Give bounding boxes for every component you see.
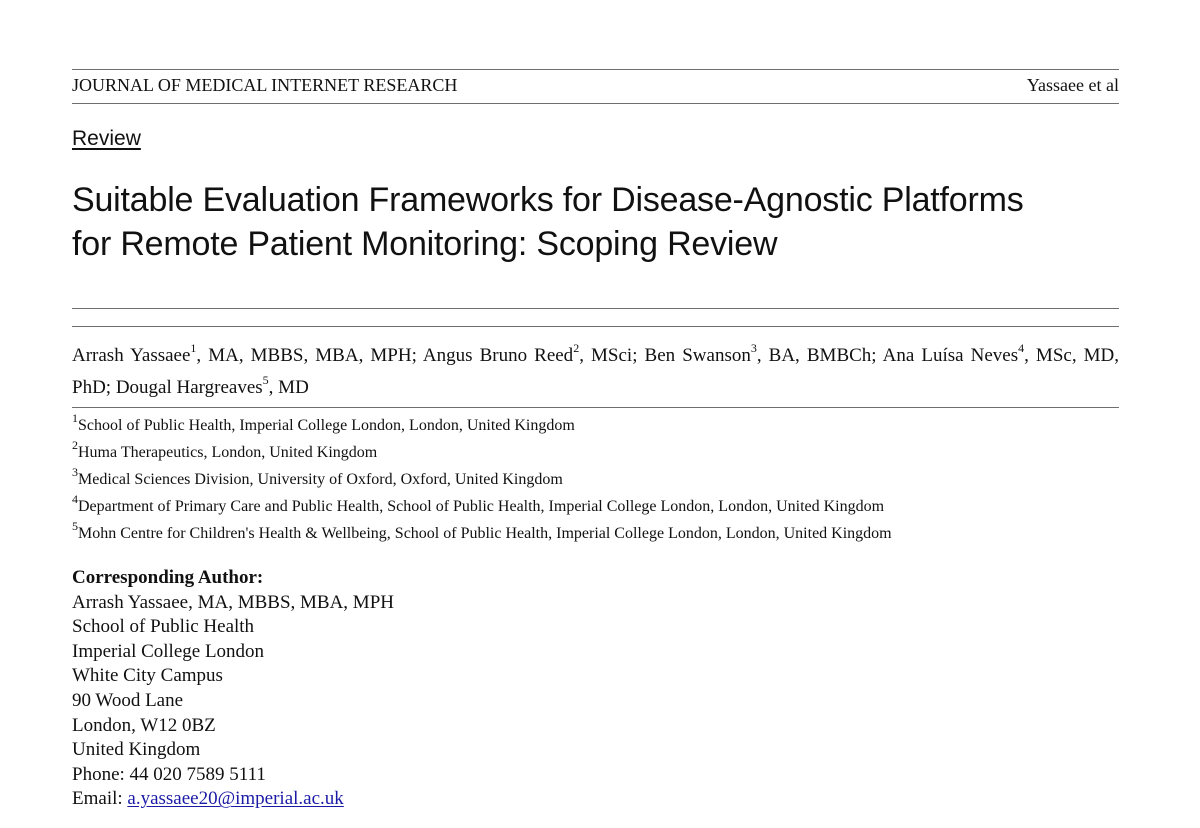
affiliation-item	[72, 520, 1119, 547]
affiliation-text: Mohn Centre for Children's Health & Wellbeing, School of Public Health, Imperial College London, London, United Kingdom	[78, 525, 892, 542]
affiliation-number: 3	[72, 464, 78, 479]
author-name: Angus Bruno Reed	[422, 345, 574, 366]
author-name: Dougal Hargreaves	[115, 377, 263, 398]
author-name: Ana Luísa Neves	[882, 345, 1019, 366]
corresponding-author-line: London, W12 0BZ	[72, 714, 216, 736]
author-degrees: , BA, BMBCh	[756, 345, 872, 366]
corresponding-author-line: School of Public Health	[72, 616, 255, 638]
journal-name: JOURNAL OF MEDICAL INTERNET RESEARCH	[72, 75, 458, 95]
author-affiliation-number: 2	[573, 340, 580, 355]
affiliation-text: Huma Therapeutics, London, United Kingdom	[78, 444, 378, 461]
affiliation-number: 2	[72, 437, 78, 452]
affiliation-text: Department of Primary Care and Public Health, School of Public Health, Imperial College London, London, United Kingdom	[78, 498, 885, 515]
affiliation-item	[72, 493, 1119, 520]
author-affiliation-number: 4	[1018, 340, 1025, 355]
corresponding-author-phone: Phone: 44 020 7589 5111	[72, 763, 266, 785]
author-separator: ;	[105, 377, 116, 398]
author-separator: ;	[411, 345, 423, 366]
author-separator: ;	[632, 345, 645, 366]
title-rule-2	[72, 326, 1119, 327]
author-name: Ben Swanson	[644, 345, 751, 366]
corresponding-author-block	[72, 566, 394, 812]
affiliation-number: 4	[72, 491, 78, 506]
article-title-line: for Remote Patient Monitoring: Scoping Review	[72, 225, 778, 263]
affiliation-rule	[72, 407, 1119, 408]
paper-first-page	[72, 0, 1119, 828]
email-label: Email:	[72, 788, 128, 810]
author-degrees: , MSci	[579, 345, 633, 366]
affiliation-number: 5	[72, 518, 78, 533]
article-title-line: Suitable Evaluation Frameworks for Disease-Agnostic Platforms	[72, 181, 1024, 219]
author-degrees: , MA, MBBS, MBA, MPH	[196, 345, 412, 366]
affiliation-item	[72, 466, 1119, 493]
author-name: Arrash Yassaee	[72, 345, 191, 366]
affiliation-list	[72, 412, 1119, 547]
affiliation-item	[72, 439, 1119, 466]
author-degrees: , MD	[268, 377, 309, 398]
affiliation-text: Medical Sciences Division, University of Oxford, Oxford, United Kingdom	[78, 471, 563, 488]
corresponding-author-line: Imperial College London	[72, 640, 265, 662]
corresponding-author-line: United Kingdom	[72, 739, 201, 761]
affiliation-number: 1	[72, 410, 78, 425]
header-top-rule	[72, 69, 1119, 70]
corresponding-author-email-row	[72, 787, 394, 812]
email-link[interactable]: a.yassaee20@imperial.ac.uk	[127, 788, 344, 810]
article-title	[72, 178, 1119, 266]
corresponding-author-line: 90 Wood Lane	[72, 689, 184, 711]
running-author: Yassaee et al	[1026, 75, 1119, 95]
header-bottom-rule	[72, 103, 1119, 104]
author-separator: ;	[871, 345, 883, 366]
article-type[interactable]: Review	[72, 127, 141, 150]
corresponding-author-line: White City Campus	[72, 665, 223, 687]
author-affiliation-number: 3	[750, 340, 757, 355]
title-rule-1	[72, 308, 1119, 309]
corresponding-author-label: Corresponding Author:	[72, 567, 264, 588]
affiliation-text: School of Public Health, Imperial College London, London, United Kingdom	[78, 417, 575, 434]
affiliation-item	[72, 412, 1119, 439]
author-affiliation-number: 5	[262, 372, 269, 387]
corresponding-author-line: Arrash Yassaee, MA, MBBS, MBA, MPH	[72, 591, 394, 613]
author-list	[72, 340, 1119, 404]
author-degrees: , MSc, MD, PhD	[72, 345, 1120, 398]
author-affiliation-number: 1	[190, 340, 197, 355]
